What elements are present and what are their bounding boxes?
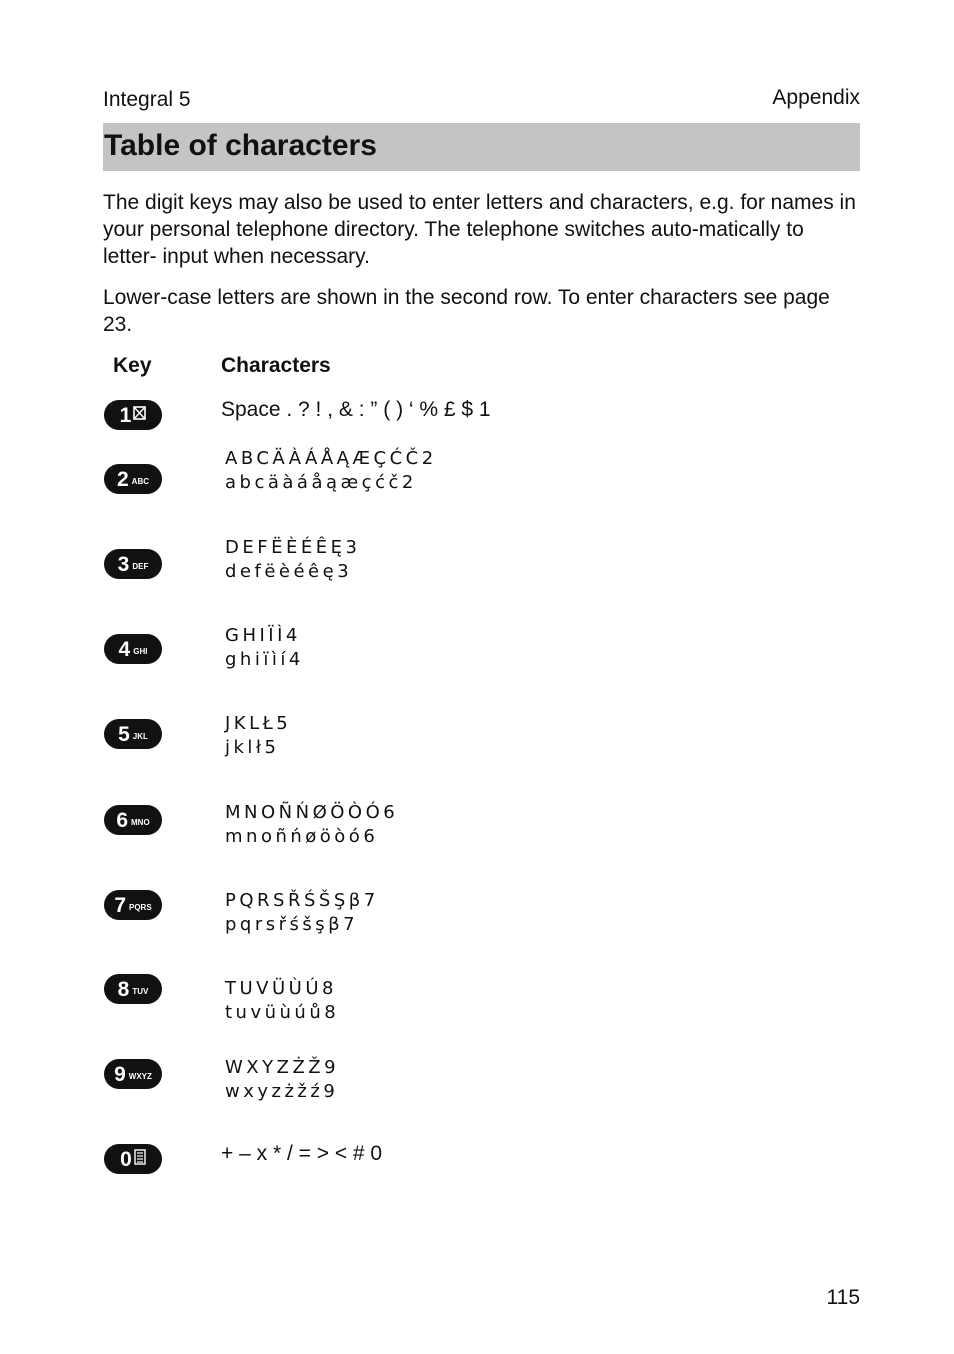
- uppercase-characters-key-7: PQRSŘŚŠŞβ7: [225, 890, 379, 911]
- lowercase-characters-key-6: mnoñńøöòó6: [225, 826, 379, 847]
- key-digit: 8: [117, 977, 130, 1001]
- lowercase-characters-key-2: abcäàáåąæçćč2: [225, 472, 417, 493]
- key-letters: DEF: [132, 562, 149, 571]
- key-0-button-icon: [104, 1144, 162, 1174]
- key-letters: TUV: [132, 987, 149, 996]
- lowercase-characters-key-7: pqrsřśšşβ7: [225, 914, 359, 935]
- key-4-button-icon: [104, 634, 162, 664]
- key-digit: 6: [116, 808, 128, 832]
- uppercase-characters-key-2: ABCÄÀÁÅĄÆÇĆČ2: [225, 448, 437, 469]
- key-digit: 4: [118, 637, 131, 661]
- characters-key-0: + – x * / = > < # 0: [221, 1142, 383, 1165]
- key-digit: 0: [120, 1147, 132, 1171]
- uppercase-characters-key-5: JKLŁ5: [225, 713, 292, 734]
- lowercase-characters-key-4: ghiïìí4: [225, 649, 304, 670]
- key-2-button-icon: [104, 464, 162, 494]
- lowercase-characters-key-8: tuvüùúů8: [225, 1002, 340, 1023]
- uppercase-characters-key-3: DEFËÈÉÊĘ3: [225, 537, 361, 558]
- title-bar: [103, 123, 860, 171]
- header-right: Appendix: [772, 86, 860, 109]
- characters-key-1: Space . ? ! , & : ” ( ) ‘ % £ $ 1: [221, 398, 491, 421]
- lowercase-note-paragraph: Lower-case letters are shown in the second row. To enter characters see page 23.: [103, 286, 830, 336]
- key-letters: MNO: [131, 818, 150, 827]
- page-number: 115: [826, 1286, 860, 1309]
- key-1-button-icon: [104, 400, 162, 430]
- uppercase-characters-key-4: GHIÏÌ4: [225, 625, 301, 646]
- column-header-key: Key: [113, 354, 152, 377]
- key-digit: 3: [117, 552, 130, 576]
- key-digit: 2: [116, 467, 129, 491]
- key-digit: 7: [114, 893, 126, 917]
- lowercase-characters-key-9: wxyzżžź9: [225, 1081, 339, 1102]
- key-digit: 1: [119, 403, 132, 427]
- uppercase-characters-key-6: MNOÑŃØÖÒÓ6: [225, 802, 399, 823]
- intro-paragraph: The digit keys may also be used to enter letters and characters, e.g. for names in your personal telephone directory. The telephone switches auto-matically to letter- input when necessary.: [103, 191, 856, 268]
- key-digit: 5: [118, 722, 130, 746]
- uppercase-characters-key-9: WXYZŻŽ9: [225, 1057, 340, 1078]
- lowercase-characters-key-3: defëèéêę3: [225, 561, 353, 582]
- key-letters: PQRS: [129, 903, 152, 912]
- envelope-icon: [133, 406, 146, 425]
- key-letters: JKL: [132, 732, 148, 741]
- key-letters: WXYZ: [128, 1072, 152, 1081]
- key-3-button-icon: [104, 549, 162, 579]
- lowercase-characters-key-5: jklł5: [225, 737, 280, 758]
- uppercase-characters-key-8: TUVÜÙÚ8: [225, 978, 337, 999]
- page-title: Table of characters: [104, 129, 377, 162]
- key-6-button-icon: [104, 805, 162, 835]
- key-7-button-icon: [104, 890, 162, 920]
- header-left: Integral 5: [103, 88, 191, 111]
- key-letters: GHI: [133, 647, 148, 656]
- key-digit: 9: [114, 1062, 126, 1086]
- key-9-button-icon: [104, 1059, 162, 1089]
- list-icon: [134, 1149, 146, 1170]
- column-header-characters: Characters: [221, 354, 331, 377]
- key-8-button-icon: [104, 974, 162, 1004]
- key-5-button-icon: [104, 719, 162, 749]
- key-letters: ABC: [131, 477, 150, 486]
